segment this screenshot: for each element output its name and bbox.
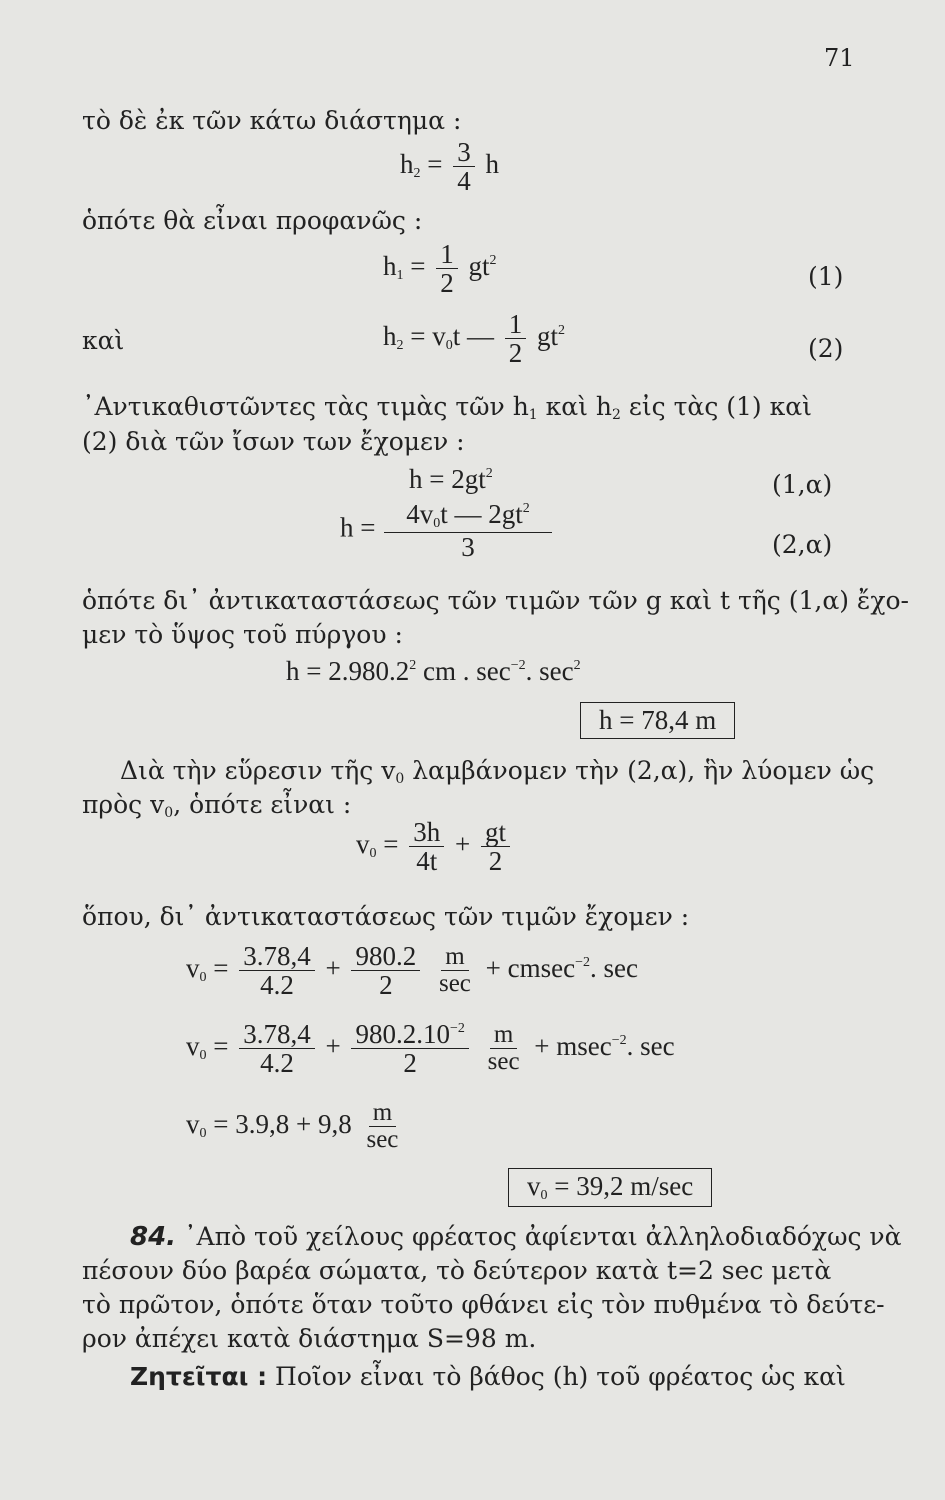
equation-h-calc: $h = 2.980.2^2$ cm . $\sec^{-2}$. $\sec^2$ bbox=[286, 656, 581, 686]
text-line: Διὰ τὴν εὕρεσιν τῆς $v_0$ λαμβάνομεν τὴν (2,α), ἣν λύομεν ὡς bbox=[120, 756, 875, 787]
page-number: 71 bbox=[824, 44, 855, 72]
equation-label: (2) bbox=[808, 334, 844, 363]
equation-v0-row2: $v_0$ = $\frac{3.78,4}{4.2}$ + $\frac{980.2.10^{-2}}{2}$ $\frac{m}{\sec}$ + msec$^{-2}$. sec bbox=[186, 1019, 675, 1079]
problem-number: 84. bbox=[130, 1222, 177, 1252]
equation-h2: $h_2$ = $\frac{3}{4}$ h bbox=[400, 137, 499, 197]
ask-label: Ζητεῖται : bbox=[130, 1362, 268, 1391]
equation-label: (1) bbox=[808, 262, 844, 291]
problem-line: 84. ᾿Απὸ τοῦ χείλους φρέατος ἀφίενται ἀλληλοδιαδόχως νὰ bbox=[130, 1222, 902, 1252]
equation-v0: $v_0$ = $\frac{3h}{4t}$ + $\frac{gt}{2}$ bbox=[356, 818, 514, 876]
problem-line: ρον ἀπέχει κατὰ διάστημα S=98 m. bbox=[82, 1324, 537, 1353]
result-v0-box: $v_0 = 39,2$ m/sec bbox=[508, 1168, 712, 1207]
equation-1: $h_1$ = $\frac{1}{2}$ $gt^2$ bbox=[383, 239, 497, 299]
equation-v0-row3: $v_0 = 3.9,8 + 9,8$ $\frac{m}{\sec}$ bbox=[186, 1099, 399, 1154]
text-line: πρὸς $v_0$, ὁπότε εἶναι : bbox=[82, 790, 352, 821]
text-line: ὁπότε θὰ εἶναι προφανῶς : bbox=[82, 206, 423, 235]
problem-line: τὸ πρῶτον, ὁπότε ὅταν τοῦτο φθάνει εἰς τὸν πυθμένα τὸ δεύτε- bbox=[82, 1290, 885, 1319]
text-line: (2) διὰ τῶν ἴσων των ἔχομεν : bbox=[82, 427, 465, 456]
result-h-box: h = 78,4 m bbox=[580, 702, 735, 739]
equation-2a: h = $\frac{4v_0t — 2gt^2}{3}$ bbox=[340, 500, 556, 561]
equation-label: (1,α) bbox=[772, 470, 833, 499]
text-line: τὸ δὲ ἐκ τῶν κάτω διάστημα : bbox=[82, 106, 462, 135]
text-line: ᾿Αντικαθιστῶντες τὰς τιμὰς τῶν $h_1$ καὶ $h_2$ εἰς τὰς (1) καὶ bbox=[82, 392, 812, 423]
equation-v0-row1: $v_0$ = $\frac{3.78,4}{4.2}$ + $\frac{980.2}{2}$ $\frac{m}{\sec}$ + cmsec$^{-2}$. sec bbox=[186, 941, 638, 1001]
equation-label: (2,α) bbox=[772, 530, 833, 559]
text-kai: καὶ bbox=[82, 326, 125, 355]
problem-line: Ζητεῖται : Ποῖον εἶναι τὸ βάθος (h) τοῦ φρέατος ὡς καὶ bbox=[130, 1362, 846, 1391]
text-line: ὅπου, δι᾿ ἀντικαταστάσεως τῶν τιμῶν ἔχομεν : bbox=[82, 902, 690, 931]
equation-1a: $h = 2gt^2$ bbox=[409, 464, 493, 494]
equation-2: $h_2 = v_0t$ — $\frac{1}{2}$ $gt^2$ bbox=[383, 309, 566, 369]
problem-line: πέσουν δύο βαρέα σώματα, τὸ δεύτερον κατὰ t=2 sec μετὰ bbox=[82, 1256, 832, 1285]
text-line: ὁπότε δι᾿ ἀντικαταστάσεως τῶν τιμῶν τῶν g καὶ t τῆς (1,α) ἔχο- bbox=[82, 586, 909, 615]
text-line: μεν τὸ ὕψος τοῦ πύργου : bbox=[82, 620, 403, 649]
